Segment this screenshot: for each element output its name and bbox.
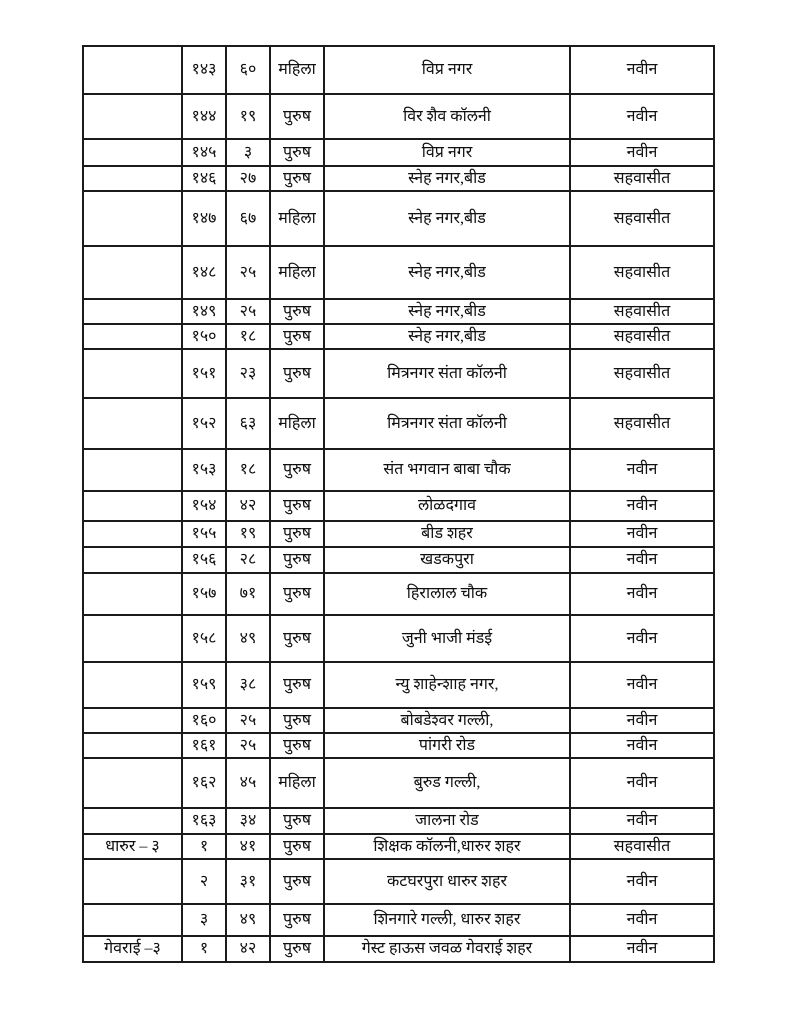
cell-age: ६७ — [226, 191, 270, 246]
cell-age: ७१ — [226, 573, 270, 615]
cell-gender: पुरुष — [270, 573, 324, 615]
table-row — [83, 324, 714, 349]
table-row — [83, 662, 714, 708]
cell-status: नवीन — [570, 758, 714, 808]
cell-serial: १ — [182, 936, 226, 962]
cell-gender: पुरुष — [270, 859, 324, 904]
cell-region — [83, 139, 182, 166]
cell-status: नवीन — [570, 936, 714, 962]
cell-address: स्नेह नगर,बीड — [324, 299, 570, 324]
cell-address: विर शैव कॉलनी — [324, 94, 570, 139]
table-row — [83, 166, 714, 191]
table-row — [83, 246, 714, 299]
cell-age: ४९ — [226, 615, 270, 662]
cell-gender: पुरुष — [270, 139, 324, 166]
cell-age: ४२ — [226, 936, 270, 962]
cell-address: शिक्षक कॉलनी,धारुर शहर — [324, 834, 570, 859]
cell-age: ६३ — [226, 398, 270, 449]
cell-region — [83, 573, 182, 615]
table-row — [83, 191, 714, 246]
cell-region — [83, 246, 182, 299]
cell-age: १९ — [226, 521, 270, 547]
cell-gender: महिला — [270, 246, 324, 299]
cell-status: नवीन — [570, 139, 714, 166]
cell-gender: पुरुष — [270, 521, 324, 547]
table-row — [83, 573, 714, 615]
cell-serial: १४७ — [182, 191, 226, 246]
cell-address: स्नेह नगर,बीड — [324, 324, 570, 349]
cell-region — [83, 191, 182, 246]
cell-status: सहवासीत — [570, 166, 714, 191]
cell-age: ४५ — [226, 758, 270, 808]
cell-region — [83, 166, 182, 191]
table-row — [83, 94, 714, 139]
cell-gender: पुरुष — [270, 615, 324, 662]
cell-status: सहवासीत — [570, 191, 714, 246]
cell-address: मित्रनगर संता कॉलनी — [324, 398, 570, 449]
cell-serial: १६२ — [182, 758, 226, 808]
cell-region — [83, 733, 182, 758]
cell-serial: १ — [182, 834, 226, 859]
cell-address: हिरालाल चौक — [324, 573, 570, 615]
table-row — [83, 808, 714, 834]
cell-region — [83, 708, 182, 733]
cell-status: नवीन — [570, 615, 714, 662]
cell-serial: १५१ — [182, 349, 226, 398]
cell-address: जालना रोड — [324, 808, 570, 834]
cell-address: विप्र नगर — [324, 139, 570, 166]
cell-status: नवीन — [570, 808, 714, 834]
cell-status: नवीन — [570, 46, 714, 94]
cell-region — [83, 521, 182, 547]
cell-serial: १५७ — [182, 573, 226, 615]
cell-age: २५ — [226, 733, 270, 758]
cell-region: गेवराई –३ — [83, 936, 182, 962]
cell-region — [83, 758, 182, 808]
cell-address: खडकपुरा — [324, 547, 570, 573]
table-row — [83, 547, 714, 573]
cell-address: लोळदगाव — [324, 491, 570, 521]
cell-gender: पुरुष — [270, 904, 324, 936]
table-row — [83, 299, 714, 324]
cell-serial: १५६ — [182, 547, 226, 573]
cell-status: नवीन — [570, 491, 714, 521]
table-row — [83, 46, 714, 94]
cell-address: विप्र नगर — [324, 46, 570, 94]
cell-gender: पुरुष — [270, 547, 324, 573]
cell-gender: महिला — [270, 46, 324, 94]
cell-address: स्नेह नगर,बीड — [324, 191, 570, 246]
cell-serial: १५३ — [182, 449, 226, 491]
cell-status: सहवासीत — [570, 324, 714, 349]
cell-gender: पुरुष — [270, 834, 324, 859]
cell-status: नवीन — [570, 94, 714, 139]
table-row — [83, 859, 714, 904]
cell-address: मित्रनगर संता कॉलनी — [324, 349, 570, 398]
cell-gender: पुरुष — [270, 94, 324, 139]
cell-address: बुरुड गल्ली, — [324, 758, 570, 808]
cell-serial: १६१ — [182, 733, 226, 758]
cell-status: नवीन — [570, 904, 714, 936]
cell-age: १९ — [226, 94, 270, 139]
cell-status: सहवासीत — [570, 246, 714, 299]
cell-region — [83, 349, 182, 398]
cell-status: सहवासीत — [570, 299, 714, 324]
cell-region — [83, 547, 182, 573]
cell-serial: १५२ — [182, 398, 226, 449]
cell-region — [83, 904, 182, 936]
table-row — [83, 615, 714, 662]
table-row — [83, 708, 714, 733]
cell-age: ४२ — [226, 491, 270, 521]
table-row — [83, 449, 714, 491]
table-row — [83, 936, 714, 962]
cell-gender: पुरुष — [270, 708, 324, 733]
cell-age: ३८ — [226, 662, 270, 708]
cell-status: नवीन — [570, 521, 714, 547]
patient-list-table — [82, 45, 715, 963]
cell-address: स्नेह नगर,बीड — [324, 246, 570, 299]
cell-age: ६० — [226, 46, 270, 94]
table-row — [83, 834, 714, 859]
cell-gender: पुरुष — [270, 166, 324, 191]
cell-region — [83, 808, 182, 834]
cell-gender: पुरुष — [270, 808, 324, 834]
cell-gender: पुरुष — [270, 349, 324, 398]
table-row — [83, 904, 714, 936]
cell-region — [83, 859, 182, 904]
cell-region — [83, 398, 182, 449]
cell-gender: पुरुष — [270, 299, 324, 324]
table-row — [83, 521, 714, 547]
cell-region — [83, 299, 182, 324]
cell-gender: पुरुष — [270, 936, 324, 962]
cell-age: १८ — [226, 324, 270, 349]
cell-gender: पुरुष — [270, 324, 324, 349]
cell-serial: १४५ — [182, 139, 226, 166]
cell-age: ४१ — [226, 834, 270, 859]
cell-age: २५ — [226, 246, 270, 299]
cell-serial: १५५ — [182, 521, 226, 547]
cell-region — [83, 46, 182, 94]
cell-status: सहवासीत — [570, 349, 714, 398]
cell-status: नवीन — [570, 449, 714, 491]
cell-serial: १५० — [182, 324, 226, 349]
cell-serial: २ — [182, 859, 226, 904]
cell-gender: पुरुष — [270, 449, 324, 491]
cell-status: सहवासीत — [570, 834, 714, 859]
cell-serial: १४३ — [182, 46, 226, 94]
cell-age: २५ — [226, 708, 270, 733]
cell-age: २३ — [226, 349, 270, 398]
cell-age: ३ — [226, 139, 270, 166]
cell-serial: ३ — [182, 904, 226, 936]
cell-age: २८ — [226, 547, 270, 573]
cell-address: पांगरी रोड — [324, 733, 570, 758]
table-row — [83, 733, 714, 758]
cell-region — [83, 491, 182, 521]
cell-serial: १४६ — [182, 166, 226, 191]
cell-address: बोबडेश्वर गल्ली, — [324, 708, 570, 733]
cell-age: २७ — [226, 166, 270, 191]
cell-region — [83, 615, 182, 662]
cell-serial: १४९ — [182, 299, 226, 324]
cell-status: नवीन — [570, 662, 714, 708]
table-row — [83, 349, 714, 398]
cell-address: शिनगारे गल्ली, धारुर शहर — [324, 904, 570, 936]
cell-gender: पुरुष — [270, 491, 324, 521]
cell-address: कटघरपुरा धारुर शहर — [324, 859, 570, 904]
cell-age: १८ — [226, 449, 270, 491]
cell-region: धारुर – ३ — [83, 834, 182, 859]
cell-region — [83, 662, 182, 708]
cell-gender: महिला — [270, 398, 324, 449]
cell-serial: १६३ — [182, 808, 226, 834]
cell-serial: १४८ — [182, 246, 226, 299]
cell-region — [83, 324, 182, 349]
cell-serial: १५९ — [182, 662, 226, 708]
table-row — [83, 491, 714, 521]
cell-gender: महिला — [270, 191, 324, 246]
cell-age: ३१ — [226, 859, 270, 904]
table-row — [83, 758, 714, 808]
cell-serial: १५४ — [182, 491, 226, 521]
cell-address: जुनी भाजी मंडई — [324, 615, 570, 662]
cell-serial: १५८ — [182, 615, 226, 662]
cell-serial: १४४ — [182, 94, 226, 139]
cell-address: संत भगवान बाबा चौक — [324, 449, 570, 491]
cell-address: न्यु शाहेन्शाह नगर, — [324, 662, 570, 708]
cell-status: नवीन — [570, 573, 714, 615]
cell-serial: १६० — [182, 708, 226, 733]
cell-age: ४९ — [226, 904, 270, 936]
cell-age: २५ — [226, 299, 270, 324]
table-row — [83, 139, 714, 166]
cell-status: नवीन — [570, 859, 714, 904]
cell-address: स्नेह नगर,बीड — [324, 166, 570, 191]
cell-status: नवीन — [570, 733, 714, 758]
cell-status: नवीन — [570, 708, 714, 733]
cell-address: बीड शहर — [324, 521, 570, 547]
cell-region — [83, 449, 182, 491]
cell-gender: पुरुष — [270, 733, 324, 758]
cell-status: नवीन — [570, 547, 714, 573]
cell-gender: पुरुष — [270, 662, 324, 708]
cell-address: गेस्ट हाऊस जवळ गेवराई शहर — [324, 936, 570, 962]
cell-gender: महिला — [270, 758, 324, 808]
cell-age: ३४ — [226, 808, 270, 834]
patient-list-body — [83, 46, 714, 962]
cell-region — [83, 94, 182, 139]
cell-status: सहवासीत — [570, 398, 714, 449]
table-row — [83, 398, 714, 449]
